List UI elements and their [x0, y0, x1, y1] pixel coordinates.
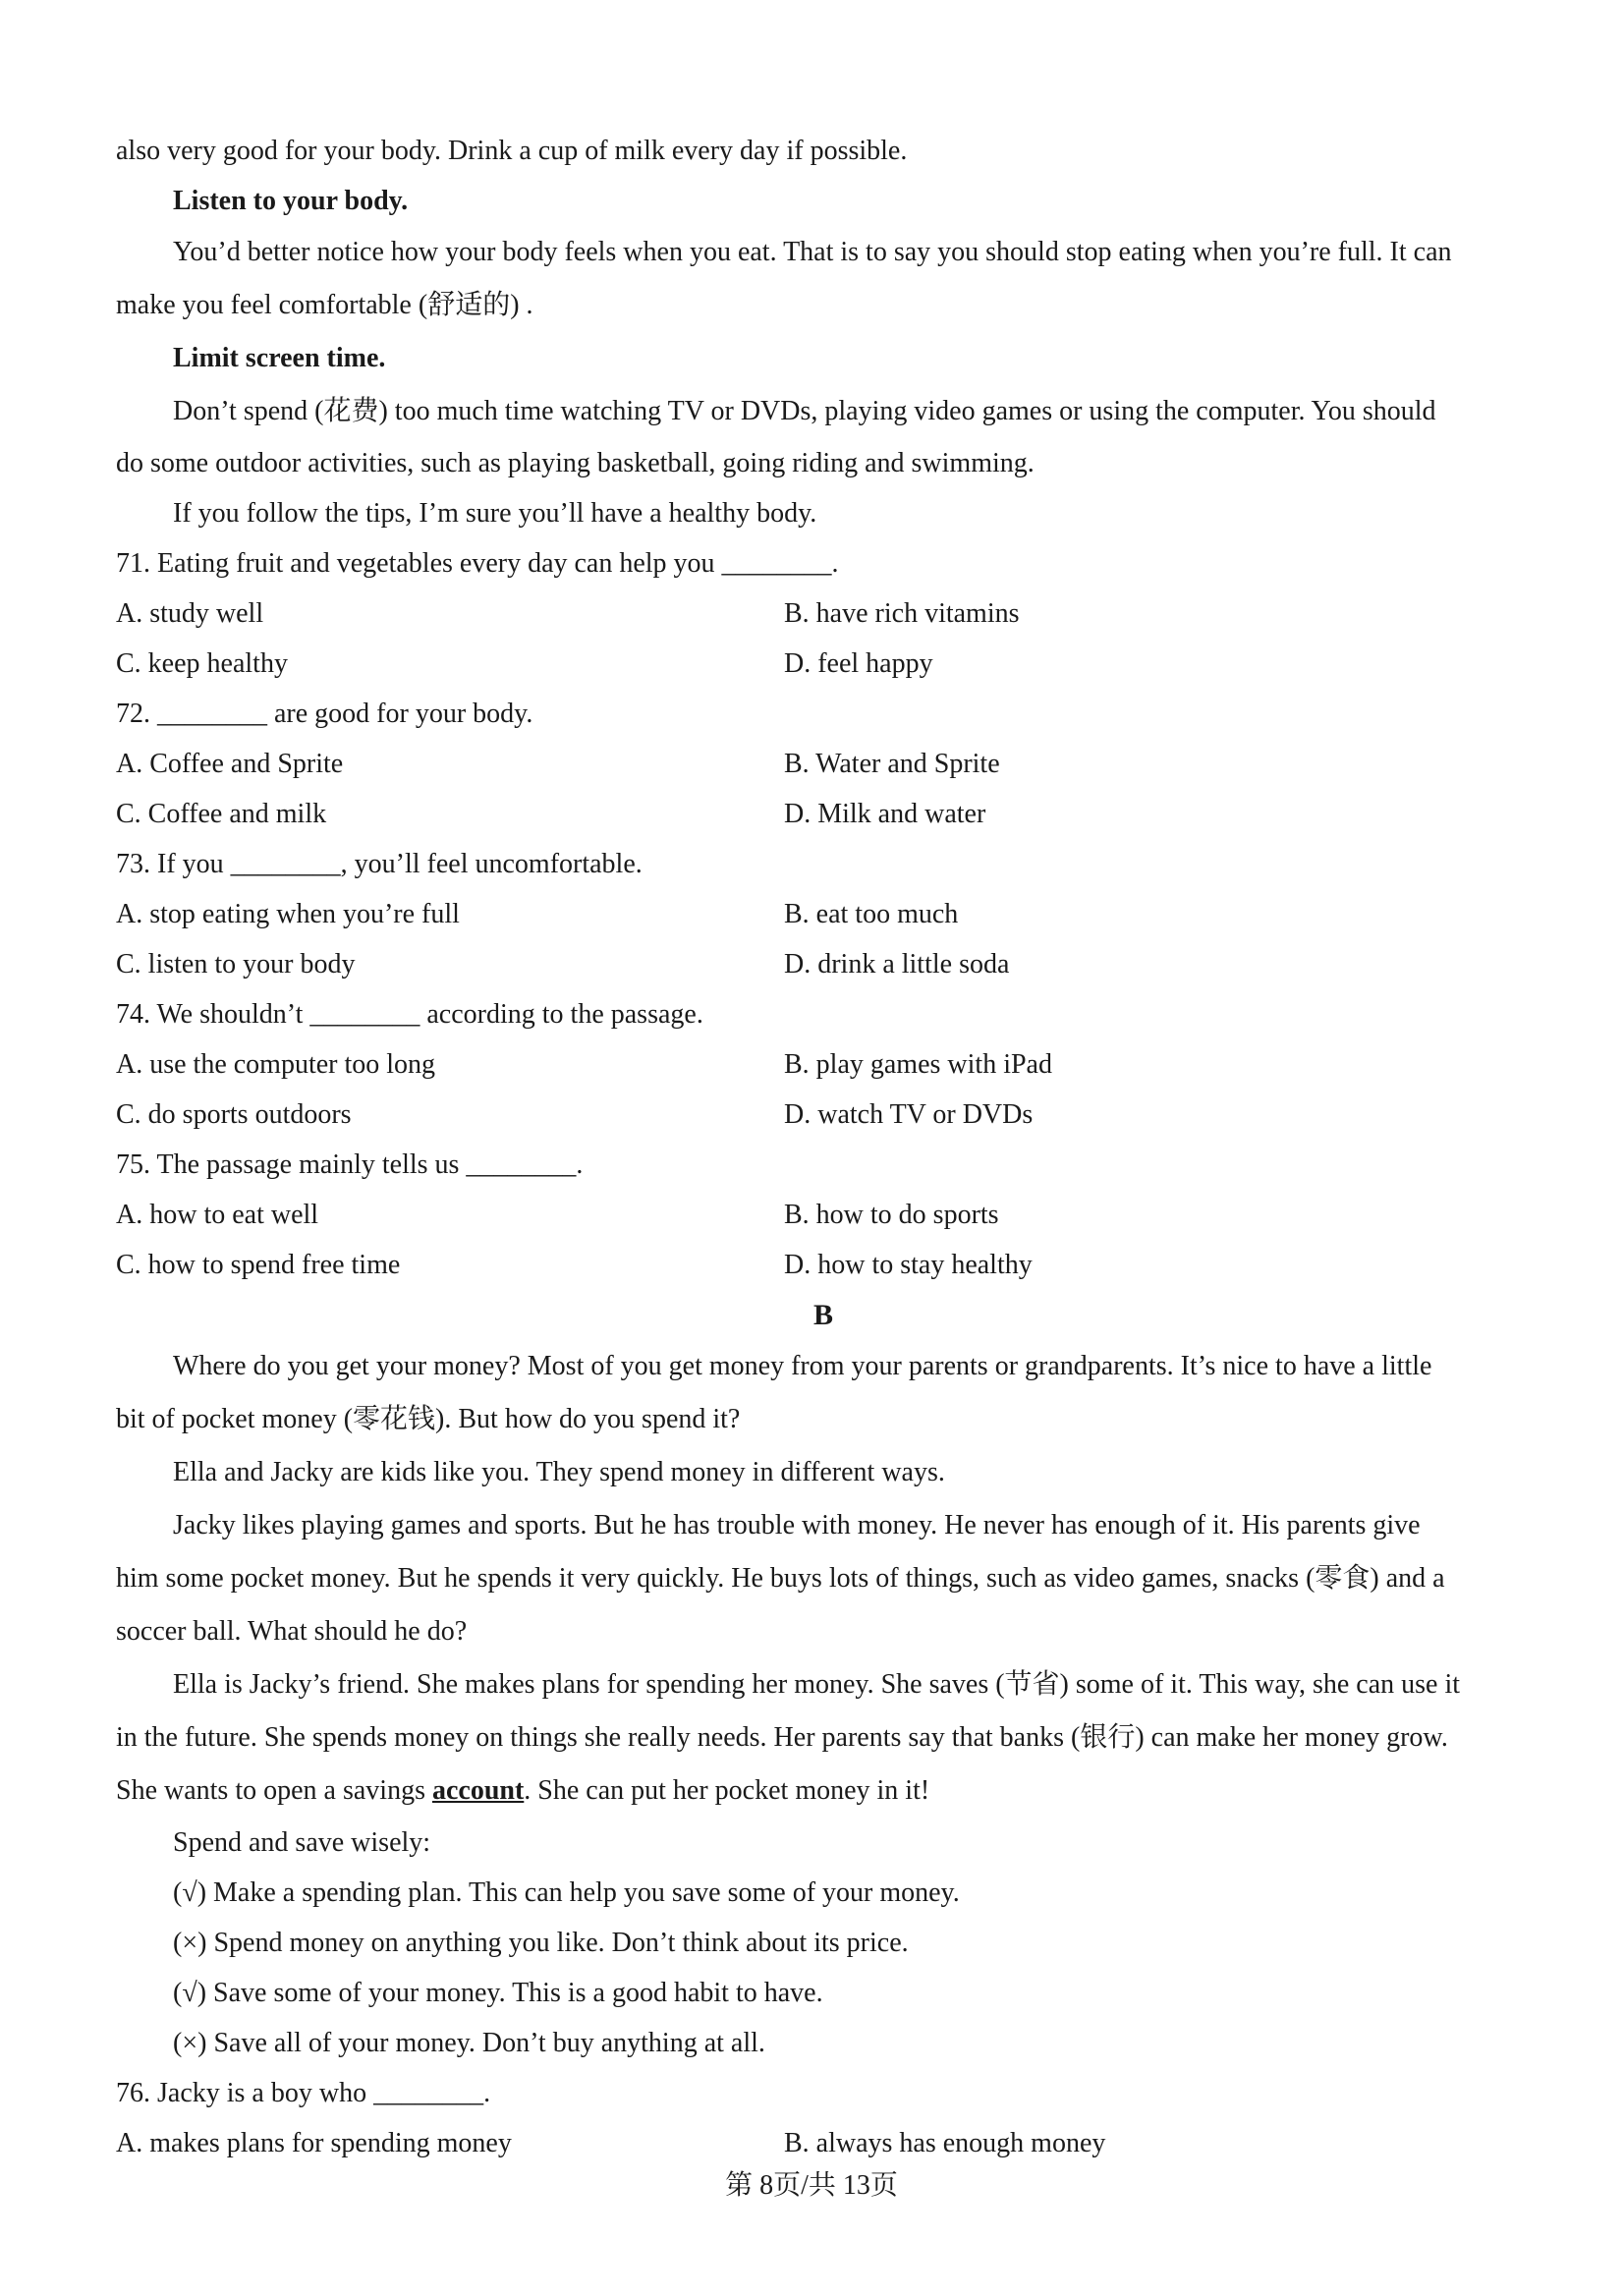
- option-b: B. how to do sports: [784, 1200, 999, 1230]
- passage-a-text: You’d better notice how your body feels when you eat. That is to say you should stop eating when you’re full. It can: [173, 237, 1452, 267]
- option-d: D. Milk and water: [784, 799, 986, 829]
- question-stem: 74. We shouldn’t ________ according to the passage.: [116, 999, 703, 1030]
- options-row: [116, 889, 1531, 939]
- passage-a-text: make you feel comfortable (舒适的) .: [116, 290, 533, 320]
- tip-item: (×) Spend money on anything you like. Don’t think about its price.: [173, 1928, 909, 1958]
- option-a: A. use the computer too long: [116, 1049, 436, 1080]
- text-span: . She can put her pocket money in it!: [524, 1775, 930, 1806]
- page-footer: 第 8页/共 13页: [725, 2170, 898, 2201]
- option-a: A. how to eat well: [116, 1200, 319, 1230]
- option-a: A. Coffee and Sprite: [116, 749, 344, 779]
- option-b: B. always has enough money: [784, 2128, 1106, 2158]
- passage-b-text: soccer ball. What should he do?: [116, 1616, 468, 1647]
- option-c: C. do sports outdoors: [116, 1099, 352, 1130]
- option-a: A. makes plans for spending money: [116, 2128, 512, 2158]
- option-b: B. play games with iPad: [784, 1049, 1052, 1080]
- passage-a-text: also very good for your body. Drink a cup of milk every day if possible.: [116, 136, 908, 166]
- option-c: C. keep healthy: [116, 648, 288, 679]
- text-span: She wants to open a savings: [116, 1775, 432, 1806]
- option-d: D. feel happy: [784, 648, 933, 679]
- passage-b-text: [116, 1764, 1531, 1818]
- passage-b-text: Jacky likes playing games and sports. But he has trouble with money. He never has enough of it. His parents give: [173, 1510, 1421, 1540]
- question-stem: 75. The passage mainly tells us ________.: [116, 1149, 584, 1180]
- passage-b-text: Ella is Jacky’s friend. She makes plans for spending her money. She saves (节省) some of it. This way, she can use it: [173, 1669, 1461, 1700]
- tip-heading-listen: Listen to your body.: [173, 186, 409, 216]
- option-a: A. study well: [116, 598, 264, 629]
- option-b: B. Water and Sprite: [784, 749, 1000, 779]
- options-row: [116, 2118, 1531, 2168]
- options-row: [116, 1039, 1531, 1090]
- option-b: B. have rich vitamins: [784, 598, 1020, 629]
- passage-a-text: do some outdoor activities, such as playing basketball, going riding and swimming.: [116, 448, 1035, 478]
- underlined-word: account: [431, 1775, 525, 1806]
- section-heading-b: B: [812, 1299, 833, 1331]
- option-c: C. listen to your body: [116, 949, 356, 980]
- passage-a-text: If you follow the tips, I’m sure you’ll have a healthy body.: [173, 498, 817, 529]
- passage-b-text: Ella and Jacky are kids like you. They spend money in different ways.: [173, 1457, 945, 1487]
- option-c: C. how to spend free time: [116, 1250, 401, 1280]
- options-row: [116, 1090, 1531, 1140]
- tip-item: (√) Make a spending plan. This can help you save some of your money.: [173, 1877, 960, 1908]
- option-c: C. Coffee and milk: [116, 799, 327, 829]
- question-stem: 73. If you ________, you’ll feel uncomfortable.: [116, 849, 643, 879]
- options-row: [116, 1190, 1531, 1240]
- tip-item: (√) Save some of your money. This is a good habit to have.: [173, 1978, 823, 2008]
- option-a: A. stop eating when you’re full: [116, 899, 460, 929]
- option-d: D. drink a little soda: [784, 949, 1010, 980]
- options-row: [116, 739, 1531, 789]
- options-row: [116, 1240, 1531, 1290]
- passage-b-text: bit of pocket money (零花钱). But how do you spend it?: [116, 1404, 741, 1434]
- question-stem: 72. ________ are good for your body.: [116, 699, 533, 729]
- question-stem: 76. Jacky is a boy who ________.: [116, 2078, 491, 2108]
- options-row: [116, 789, 1531, 839]
- tip-item: (×) Save all of your money. Don’t buy anything at all.: [173, 2028, 765, 2058]
- option-d: D. watch TV or DVDs: [784, 1099, 1034, 1130]
- tips-title: Spend and save wisely:: [173, 1827, 431, 1858]
- exam-page: [116, 126, 1531, 2168]
- tip-heading-limit: Limit screen time.: [173, 343, 386, 373]
- options-row: [116, 588, 1531, 639]
- option-b: B. eat too much: [784, 899, 959, 929]
- question-stem: 71. Eating fruit and vegetables every day can help you ________.: [116, 548, 839, 579]
- options-row: [116, 639, 1531, 689]
- option-d: D. how to stay healthy: [784, 1250, 1033, 1280]
- passage-a-text: Don’t spend (花费) too much time watching TV or DVDs, playing video games or using the computer. You should: [173, 396, 1436, 426]
- passage-b-text: him some pocket money. But he spends it very quickly. He buys lots of things, such as video games, snacks (零食) and a: [116, 1563, 1445, 1594]
- passage-b-text: in the future. She spends money on things she really needs. Her parents say that banks (银行) can make her money grow.: [116, 1722, 1448, 1753]
- passage-b-text: Where do you get your money? Most of you get money from your parents or grandparents. It’s nice to have a little: [173, 1351, 1432, 1381]
- options-row: [116, 939, 1531, 989]
